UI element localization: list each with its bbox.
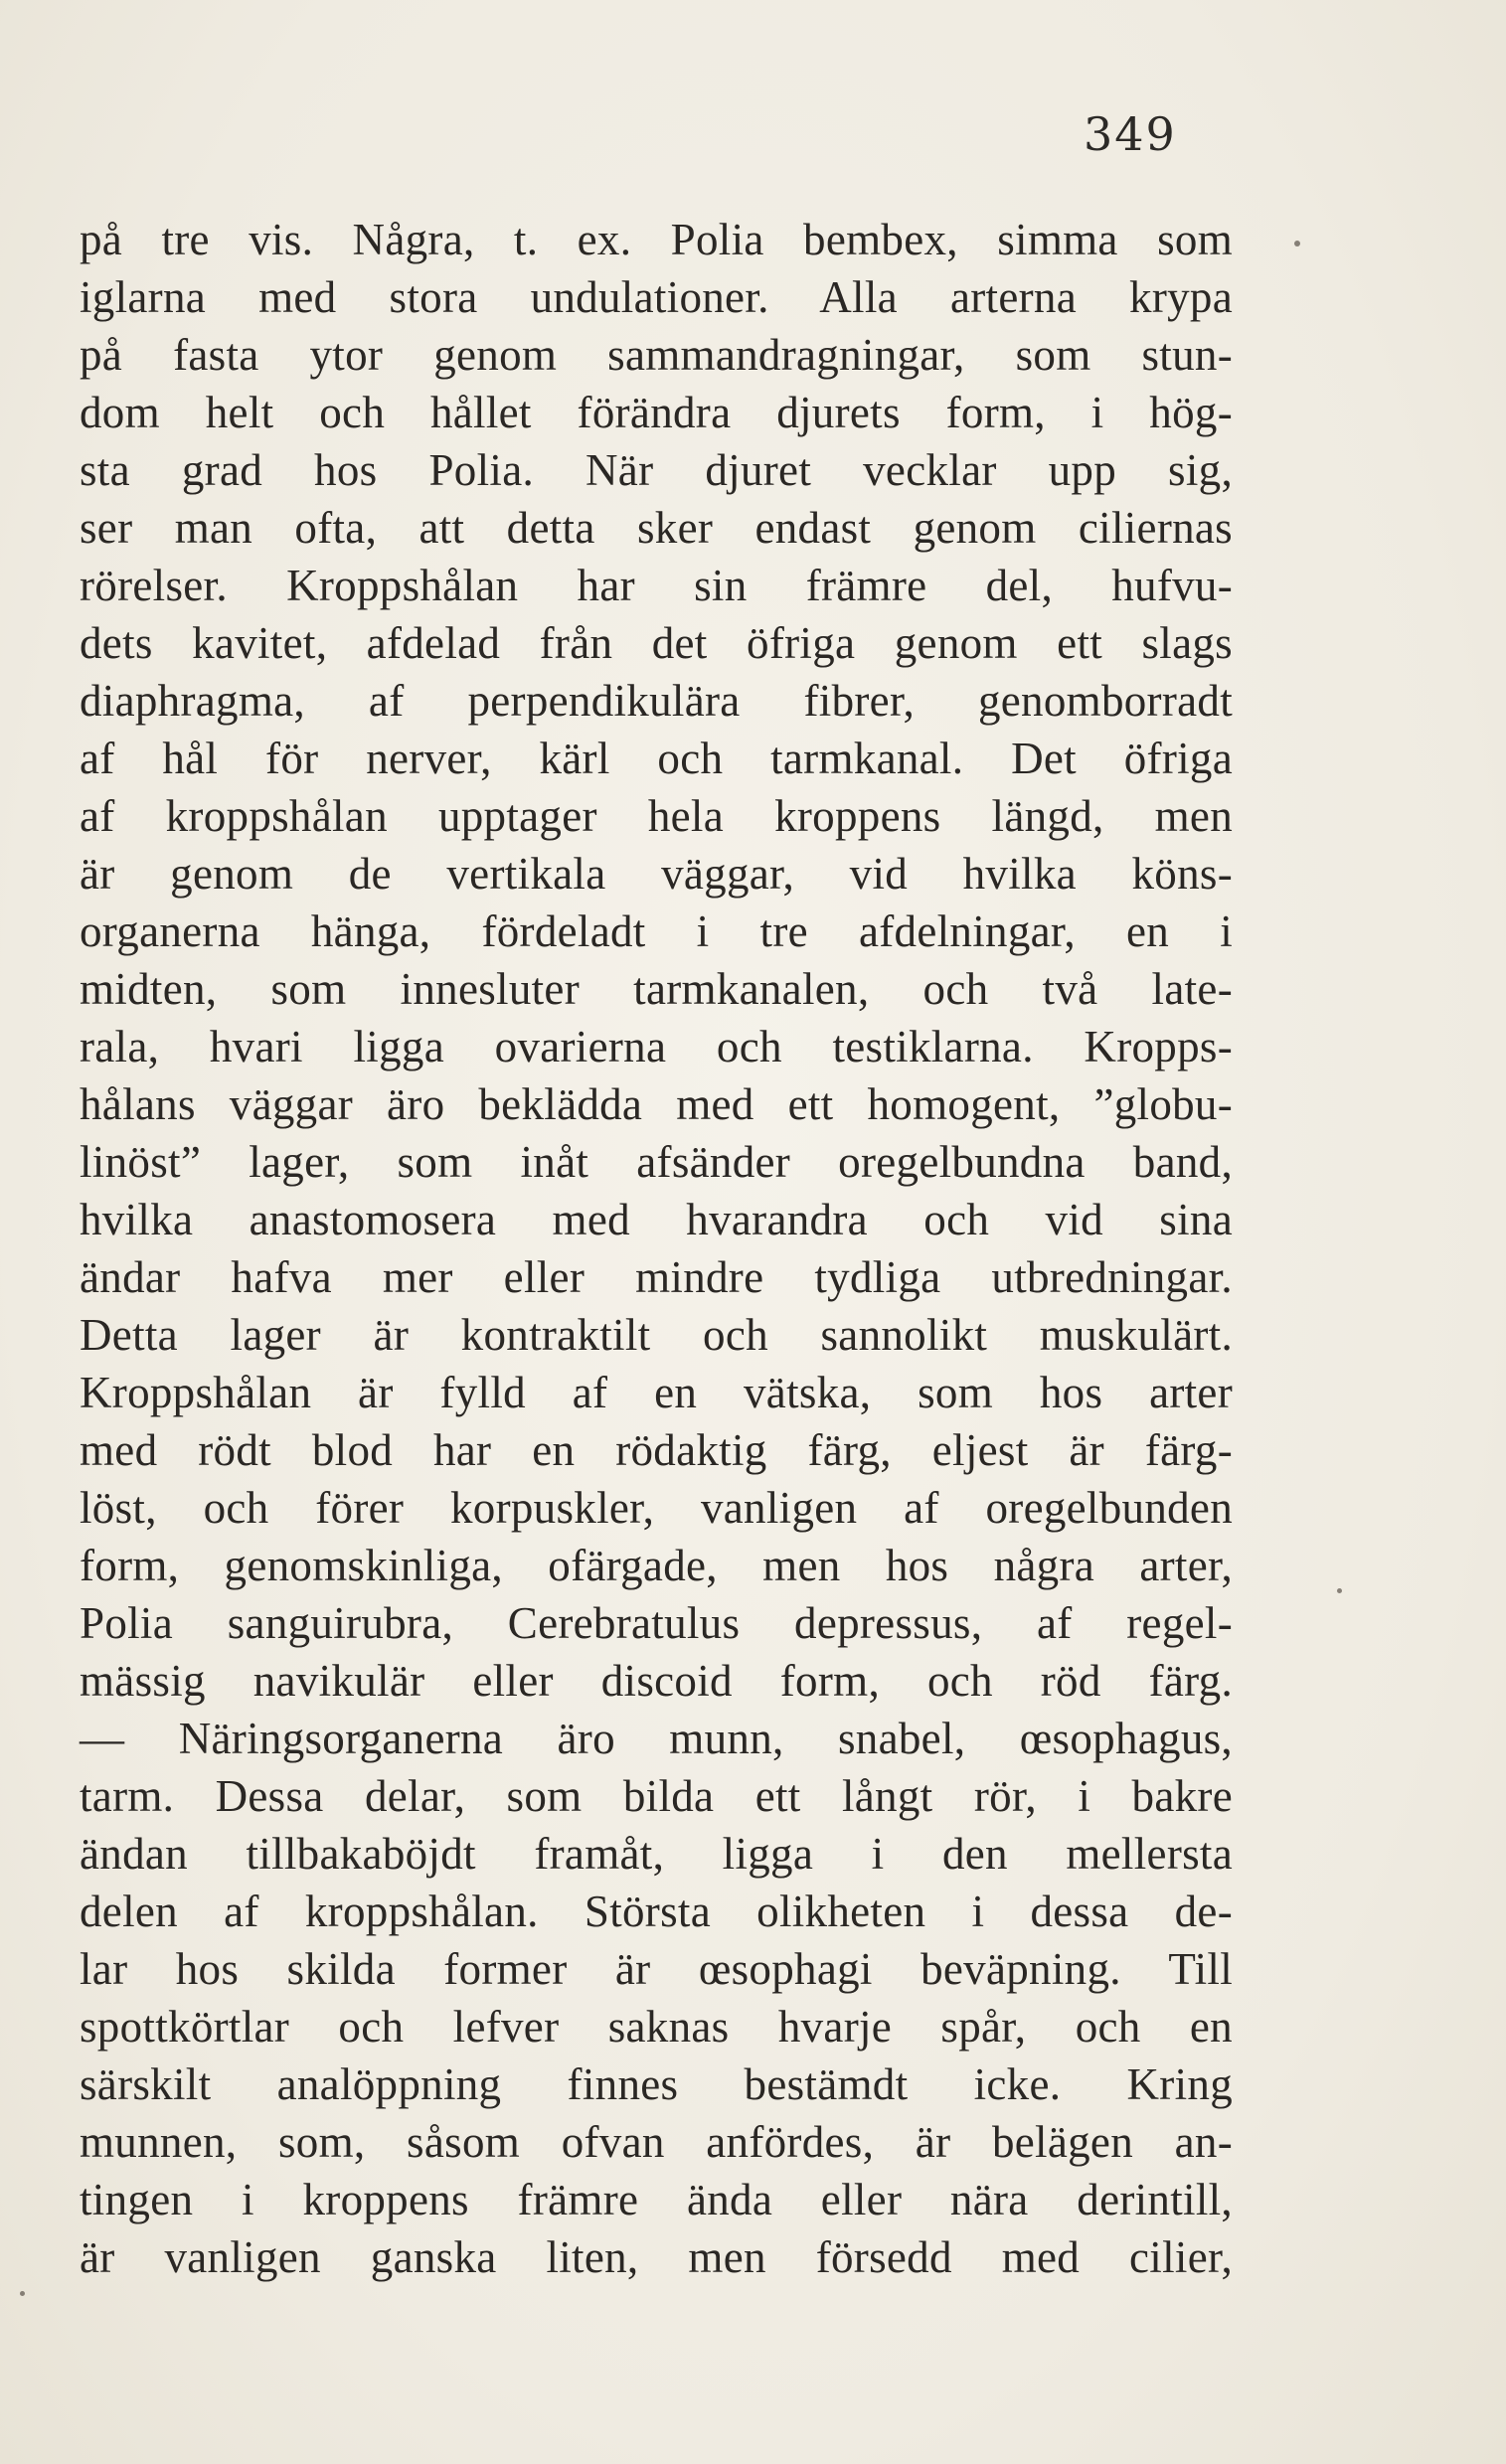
text-line: är vanligen ganska liten, men försedd med cilier,	[80, 2232, 1233, 2282]
text-line: är genom de vertikala väggar, vid hvilka köns-	[80, 849, 1233, 899]
text-line: iglarna med stora undulationer. Alla arterna krypa	[80, 272, 1233, 322]
text-line: delen af kroppshålan. Största olikheten i dessa de-	[80, 1887, 1233, 1936]
text-line: hålans väggar äro beklädda med ett homogent, ”globu-	[80, 1079, 1233, 1129]
text-line: särskilt analöppning finnes bestämdt icke. Kring	[80, 2059, 1233, 2109]
text-line: ändar hafva mer eller mindre tydliga utbredningar.	[80, 1252, 1233, 1302]
text-line: hvilka anastomosera med hvarandra och vid sina	[80, 1195, 1233, 1244]
text-line: form, genomskinliga, ofärgade, men hos några arter,	[80, 1541, 1233, 1590]
text-line: rala, hvari ligga ovarierna och testiklarna. Kropps-	[80, 1022, 1233, 1071]
text-line: dets kavitet, afdelad från det öfriga genom ett slags	[80, 618, 1233, 668]
text-line: ser man ofta, att detta sker endast genom ciliernas	[80, 503, 1233, 553]
paper-speck	[1337, 1588, 1342, 1593]
text-line: Kroppshålan är fylld af en vätska, som hos arter	[80, 1368, 1233, 1417]
text-line: af kroppshålan upptager hela kroppens längd, men	[80, 791, 1233, 841]
paper-speck	[1294, 241, 1300, 246]
text-line: lar hos skilda former är œsophagi beväpning. Till	[80, 1944, 1233, 1994]
text-line: organerna hänga, fördeladt i tre afdelningar, en i	[80, 906, 1233, 956]
text-line: med rödt blod har en rödaktig färg, eljest är färg-	[80, 1425, 1233, 1475]
text-line: spottkörtlar och lefver saknas hvarje spår, och en	[80, 2002, 1233, 2052]
text-line: på tre vis. Några, t. ex. Polia bembex, simma som	[80, 215, 1233, 264]
text-line: på fasta ytor genom sammandragningar, som stun-	[80, 330, 1233, 380]
text-line: diaphragma, af perpendikulära fibrer, genomborradt	[80, 676, 1233, 726]
text-line: tarm. Dessa delar, som bilda ett långt rör, i bakre	[80, 1771, 1233, 1821]
text-line: — Näringsorganerna äro munn, snabel, œsophagus,	[80, 1714, 1233, 1763]
page-number: 349	[1084, 107, 1177, 161]
text-line: tingen i kroppens främre ända eller nära derintill,	[80, 2175, 1233, 2224]
text-line: rörelser. Kroppshålan har sin främre del, hufvu-	[80, 561, 1233, 610]
body-text	[80, 211, 1233, 2286]
text-line: Polia sanguirubra, Cerebratulus depressus, af regel-	[80, 1598, 1233, 1648]
text-line: Detta lager är kontraktilt och sannolikt muskulärt.	[80, 1310, 1233, 1360]
text-line: af hål för nerver, kärl och tarmkanal. Det öfriga	[80, 734, 1233, 783]
text-line: löst, och förer korpuskler, vanligen af oregelbunden	[80, 1483, 1233, 1533]
text-line: midten, som innesluter tarmkanalen, och två late-	[80, 964, 1233, 1014]
text-line: ändan tillbakaböjdt framåt, ligga i den mellersta	[80, 1829, 1233, 1879]
text-line: munnen, som, såsom ofvan anfördes, är belägen an-	[80, 2117, 1233, 2167]
text-line: sta grad hos Polia. När djuret vecklar upp sig,	[80, 445, 1233, 495]
paper-speck	[20, 2291, 25, 2296]
text-line: mässig navikulär eller discoid form, och röd färg.	[80, 1656, 1233, 1706]
text-line: dom helt och hållet förändra djurets form, i hög-	[80, 388, 1233, 437]
text-line: linöst” lager, som inåt afsänder oregelbundna band,	[80, 1137, 1233, 1187]
